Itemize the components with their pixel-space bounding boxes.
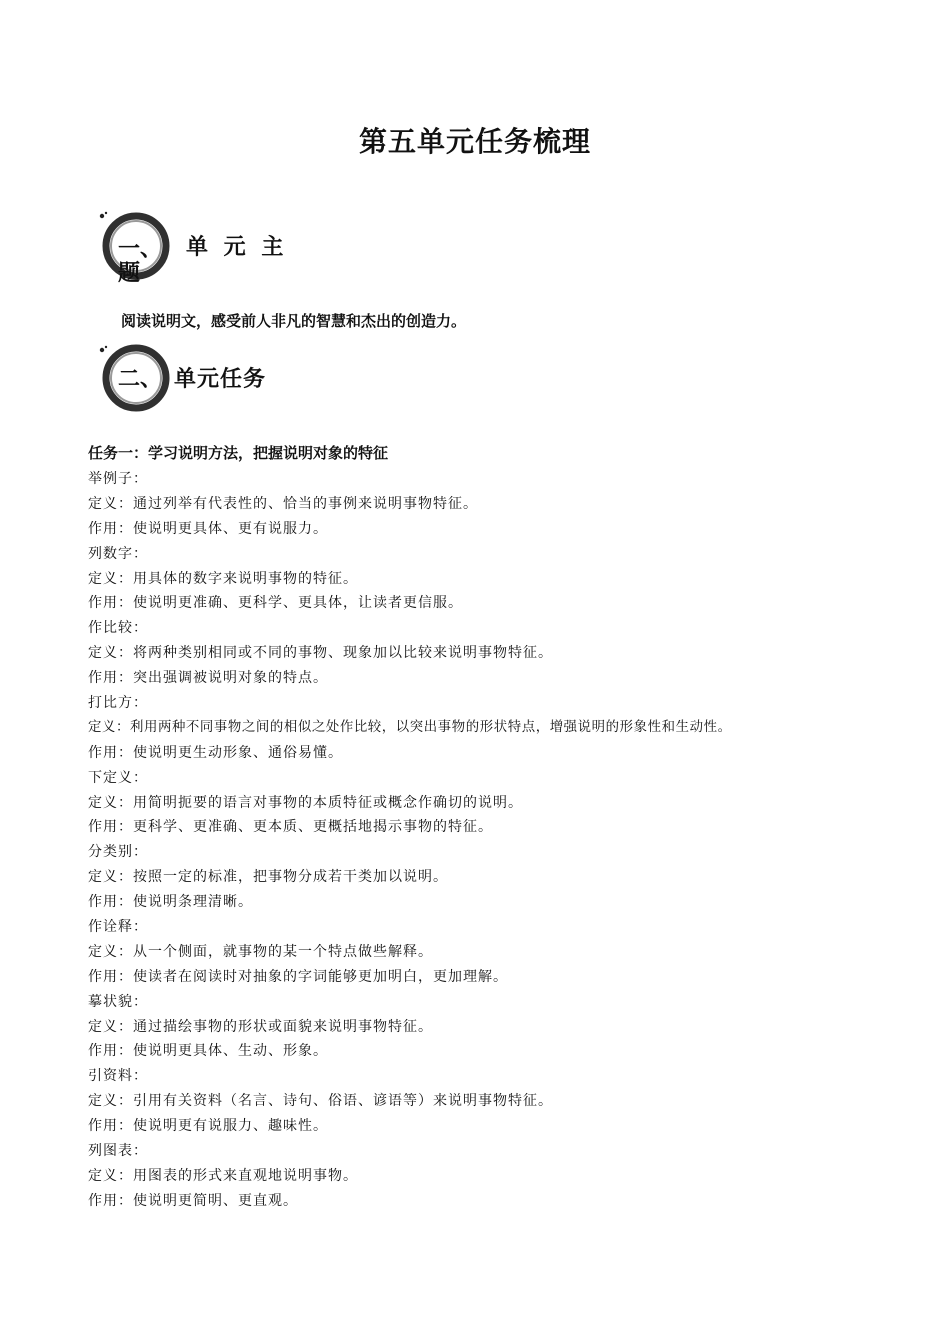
method-effect: 作用：使说明条理清晰。 <box>88 894 253 911</box>
method-name: 列图表： <box>88 1143 148 1160</box>
method-definition: 定义：从一个侧面，就事物的某一个特点做些解释。 <box>88 943 433 960</box>
method-effect: 作用：使读者在阅读时对抽象的字词能够更加明白，更加理解。 <box>88 968 508 985</box>
method-name: 引资料： <box>88 1068 148 1085</box>
section-heading-theme <box>96 206 496 286</box>
method-item <box>88 616 928 691</box>
method-definition: 定义：按照一定的标准，把事物分成若干类加以说明。 <box>88 869 448 886</box>
method-effect: 作用：使说明更具体、生动、形象。 <box>88 1043 328 1060</box>
unit-theme-text: 阅读说明文，感受前人非凡的智慧和杰出的创造力。 <box>121 312 467 330</box>
method-effect: 作用：使说明更生动形象、通俗易懂。 <box>88 744 343 761</box>
method-list <box>88 467 928 1214</box>
method-definition: 定义：通过描绘事物的形状或面貌来说明事物特征。 <box>88 1018 433 1035</box>
section-heading-tasks <box>96 342 496 422</box>
method-item <box>88 1064 928 1139</box>
task-title: 任务一：学习说明方法，把握说明对象的特征 <box>88 444 389 462</box>
method-effect: 作用：使说明更简明、更直观。 <box>88 1192 298 1209</box>
section-label-wrap: 题 <box>118 261 141 286</box>
method-effect: 作用：突出强调被说明对象的特点。 <box>88 670 328 687</box>
method-name: 作比较： <box>88 620 148 637</box>
method-name: 列数字： <box>88 545 148 562</box>
method-definition: 定义：用具体的数字来说明事物的特征。 <box>88 570 358 587</box>
method-item <box>88 542 928 617</box>
page-title: 第五单元任务梳理 <box>358 125 591 158</box>
method-definition: 定义：将两种类别相同或不同的事物、现象加以比较来说明事物特征。 <box>88 645 553 662</box>
method-definition: 定义：用简明扼要的语言对事物的本质特征或概念作确切的说明。 <box>88 794 523 811</box>
method-name: 打比方： <box>88 695 148 712</box>
method-name: 作诠释： <box>88 919 148 936</box>
method-definition: 定义：引用有关资料（名言、诗句、俗语、谚语等）来说明事物特征。 <box>88 1093 553 1110</box>
method-effect: 作用：更科学、更准确、更本质、更概括地揭示事物的特征。 <box>88 819 493 836</box>
method-item <box>88 467 928 542</box>
section-number: 一、 <box>118 237 163 262</box>
section-number: 二、 <box>118 367 163 392</box>
method-definition: 定义：用图表的形式来直观地说明事物。 <box>88 1167 358 1184</box>
method-item <box>88 915 928 990</box>
method-effect: 作用：使说明更准确、更科学、更具体，让读者更信服。 <box>88 595 463 612</box>
method-item <box>88 990 928 1065</box>
section-label: 单元任务 <box>174 367 267 392</box>
method-effect: 作用：使说明更具体、更有说服力。 <box>88 520 328 537</box>
method-item <box>88 1139 928 1214</box>
section-label: 单 元 主 <box>186 235 288 260</box>
method-item <box>88 840 928 915</box>
method-name: 下定义： <box>88 769 148 786</box>
method-effect: 作用：使说明更有说服力、趣味性。 <box>88 1118 328 1135</box>
method-definition: 定义：利用两种不同事物之间的相似之处作比较，以突出事物的形状特点，增强说明的形象性和生动性。 <box>88 719 732 735</box>
method-definition: 定义：通过列举有代表性的、恰当的事例来说明事物特征。 <box>88 495 478 512</box>
method-name: 分类别： <box>88 844 148 861</box>
method-name: 举例子： <box>88 471 148 487</box>
method-item <box>88 766 928 841</box>
method-item <box>88 691 928 766</box>
method-name: 摹状貌： <box>88 993 148 1010</box>
